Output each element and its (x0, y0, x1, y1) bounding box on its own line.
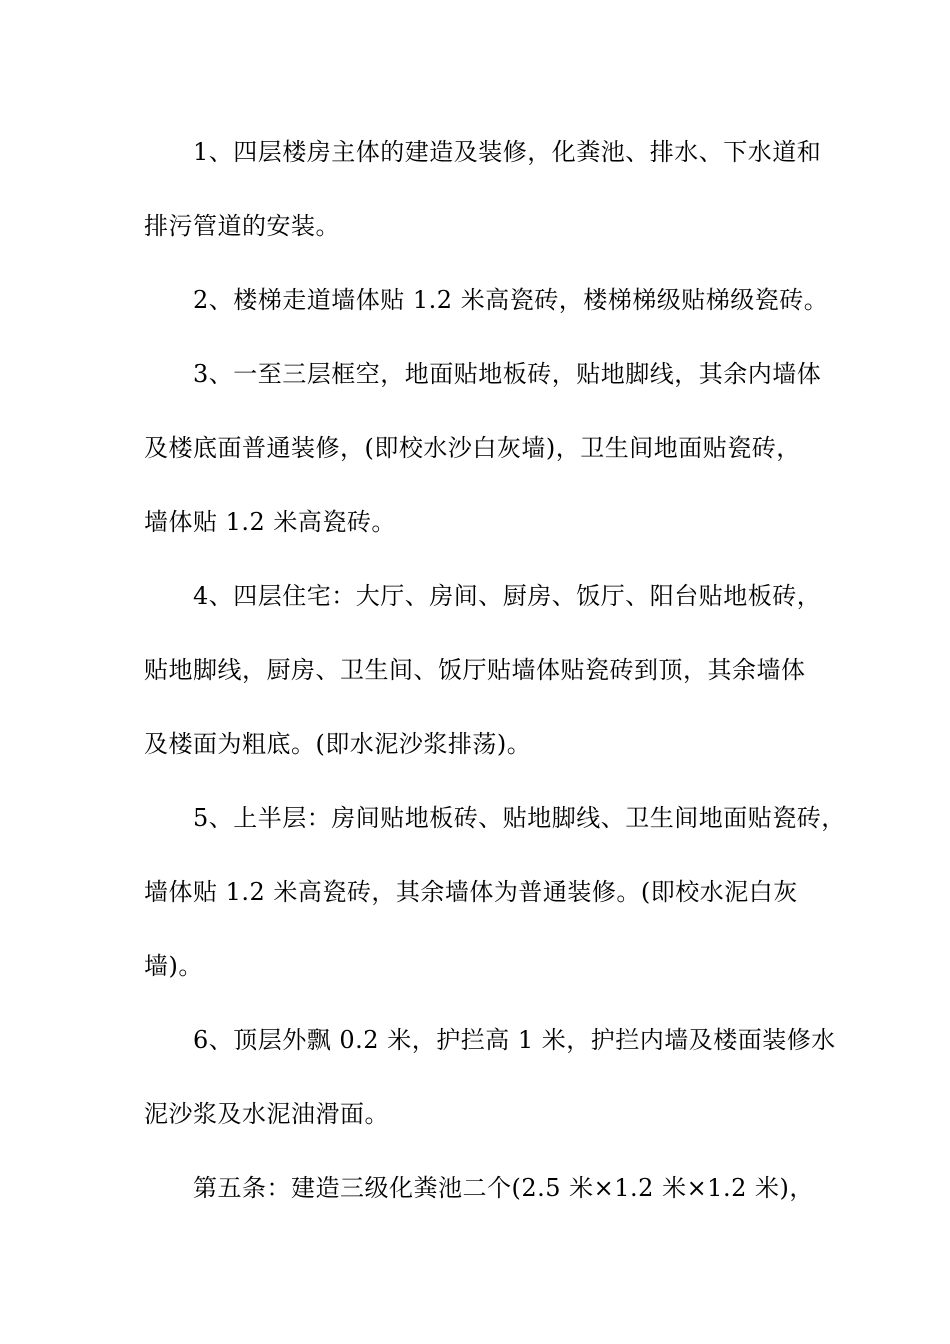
paragraph-4-line-2: 贴地脚线，厨房、卫生间、饭厅贴墙体贴瓷砖到顶，其余墙体 (144, 656, 806, 684)
paragraph-3-line-3: 墙体贴 1.2 米高瓷砖。 (144, 508, 396, 536)
paragraph-5-line-3: 墙)。 (144, 952, 203, 980)
article-5-line-1: 第五条：建造三级化粪池二个(2.5 米×1.2 米×1.2 米)， (193, 1174, 814, 1202)
paragraph-4-line-3: 及楼面为粗底。(即水泥沙浆排荡)。 (144, 730, 532, 758)
paragraph-5-line-2: 墙体贴 1.2 米高瓷砖，其余墙体为普通装修。(即校水泥白灰 (144, 878, 798, 906)
paragraph-1-line-2: 排污管道的安装。 (144, 212, 340, 240)
paragraph-6-line-2: 泥沙浆及水泥油滑面。 (144, 1100, 389, 1128)
paragraph-4-line-1: 4、四层住宅：大厅、房间、厨房、饭厅、阳台贴地板砖， (193, 582, 822, 610)
paragraph-1-line-1: 1、四层楼房主体的建造及装修，化粪池、排水、下水道和 (193, 138, 822, 166)
paragraph-6-line-1: 6、顶层外飘 0.2 米，护拦高 1 米，护拦内墙及楼面装修水 (193, 1026, 836, 1054)
paragraph-3-line-1: 3、一至三层框空，地面贴地板砖，贴地脚线，其余内墙体 (193, 360, 822, 388)
paragraph-3-line-2: 及楼底面普通装修，(即校水沙白灰墙)，卫生间地面贴瓷砖， (144, 434, 801, 462)
paragraph-2-line-1: 2、楼梯走道墙体贴 1.2 米高瓷砖，楼梯梯级贴梯级瓷砖。 (193, 286, 829, 314)
paragraph-5-line-1: 5、上半层：房间贴地板砖、贴地脚线、卫生间地面贴瓷砖， (193, 804, 846, 832)
